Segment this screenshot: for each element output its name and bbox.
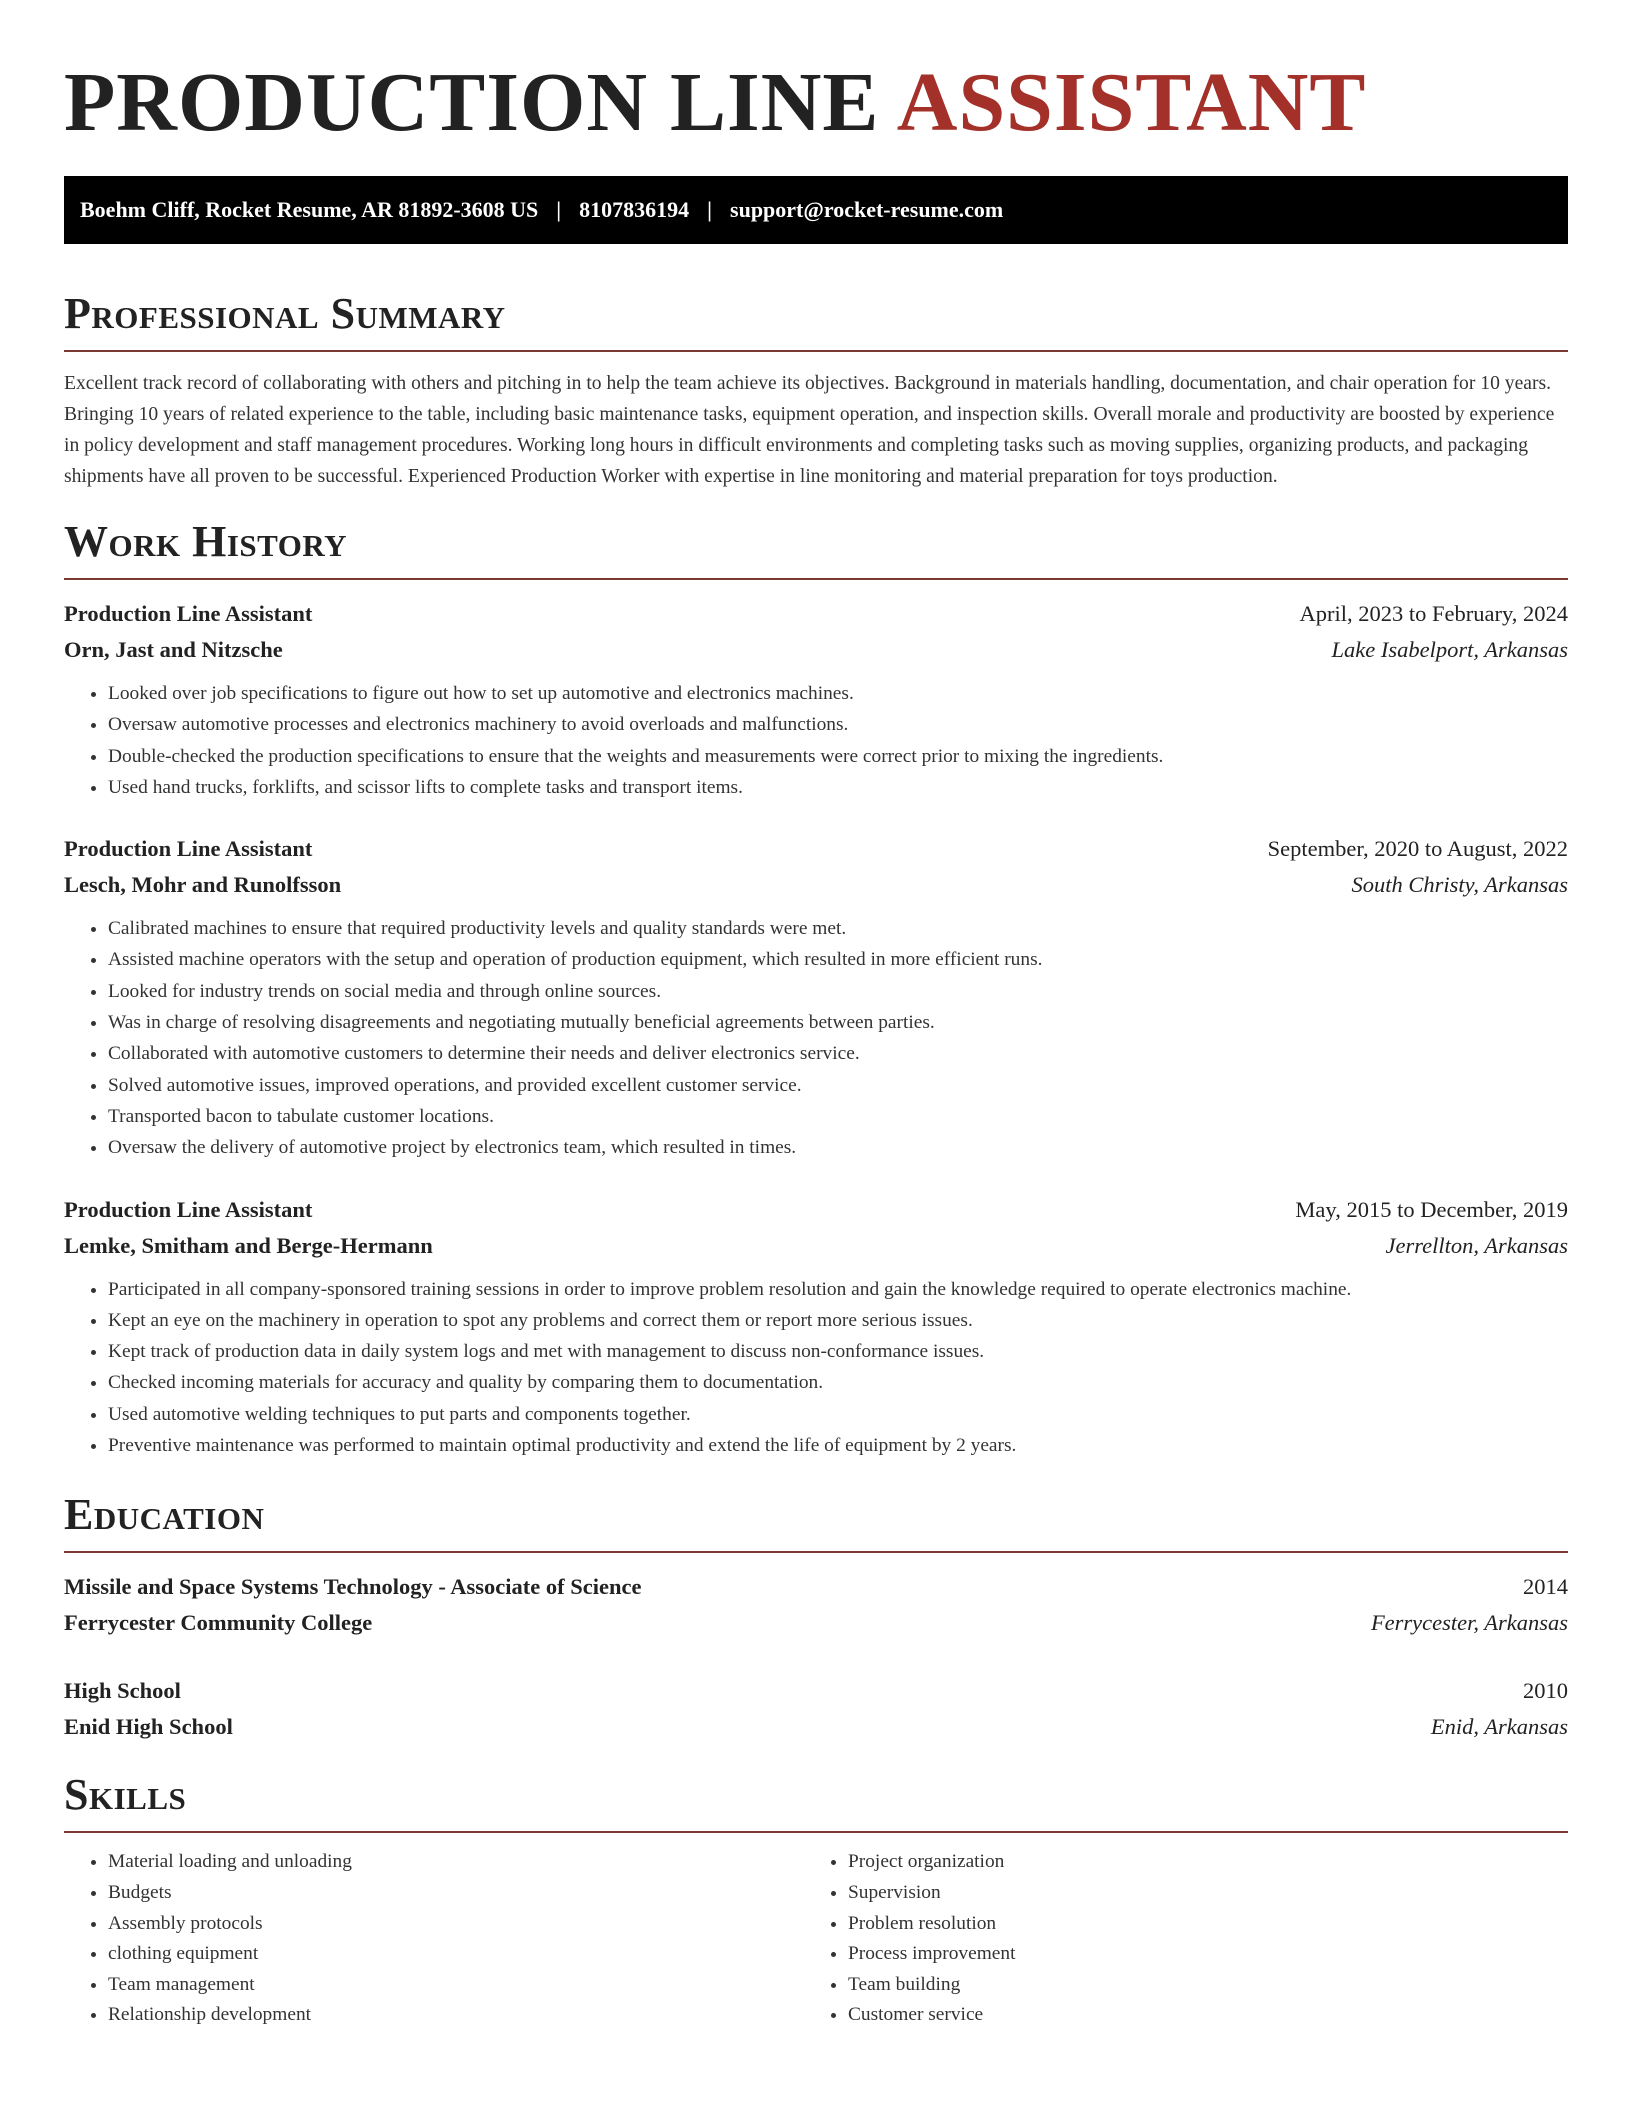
skills-list-right [804, 1847, 1544, 2031]
education-degree-row [64, 1569, 1568, 1605]
job-bullet: • Transported bacon to tabulate customer locations. [108, 1101, 1568, 1132]
skill-item: • Customer service [848, 2000, 1544, 2031]
job-bullet: • Was in charge of resolving disagreements and negotiating mutually beneficial agreements between parties. [108, 1007, 1568, 1038]
education-heading: Education [64, 1491, 1568, 1553]
job-company-row [64, 1228, 1568, 1264]
job-bullet: • Oversaw automotive processes and electronics machinery to avoid overloads and malfunctions. [108, 709, 1568, 740]
job-company-row [64, 632, 1568, 668]
skills-columns [64, 1847, 1568, 2031]
contact-bar [64, 176, 1568, 244]
job-title-row [64, 831, 1568, 867]
education-degree: High School [64, 1678, 181, 1704]
job-bullets [64, 678, 1568, 803]
job-bullet: • Participated in all company-sponsored training sessions in order to improve problem resolution and gain the knowledge required to operate electronics machine. [108, 1274, 1568, 1305]
skill-item: • Material loading and unloading [108, 1847, 804, 1878]
education-year: 2014 [1523, 1574, 1568, 1600]
job-company: Orn, Jast and Nitzsche [64, 637, 283, 662]
education-entry [64, 1673, 1568, 1745]
skill-item: • Assembly protocols [108, 1909, 804, 1940]
job-dates: September, 2020 to August, 2022 [1267, 836, 1568, 862]
job-company-row [64, 867, 1568, 903]
skill-item: • Supervision [848, 1878, 1544, 1909]
skill-item: • Team management [108, 1970, 804, 2001]
job-company: Lemke, Smitham and Berge-Hermann [64, 1232, 433, 1258]
contact-phone: 8107836194 [579, 197, 690, 222]
resume-title [64, 58, 1568, 148]
job-title: Production Line Assistant [64, 1196, 313, 1222]
education-degree: Missile and Space Systems Technology - Associate of Science [64, 1574, 642, 1600]
summary-text: Excellent track record of collaborating with others and pitching in to help the team achieve its objectives. Background in materials handling, documentation, and chair operation for 10 years. Bringing 10 years of related experience to the table, including basic maintenance tasks, equipment operation, and inspection skills. Overall morale and productivity are boosted by experience in policy development and staff management procedures. Working long hours in difficult environments and completing tasks such as moving supplies, organizing products, and packaging shipments have all proven to be successful. Experienced Production Worker with expertise in line monitoring and material preparation for toys production. [64, 373, 1555, 487]
job-title: Production Line Assistant [64, 601, 313, 626]
work-history-heading: Work History [64, 518, 1568, 580]
job-bullet: • Solved automotive issues, improved operations, and provided excellent customer service. [108, 1070, 1568, 1101]
education-entry [64, 1569, 1568, 1641]
job-bullet: • Kept track of production data in daily system logs and met with management to discuss non-conformance issues. [108, 1336, 1568, 1367]
job-bullet: • Calibrated machines to ensure that required productivity levels and quality standards were met. [108, 913, 1568, 944]
job-title-row [64, 1192, 1568, 1228]
title-accent: ASSISTANT [896, 56, 1367, 149]
job-entry [64, 596, 1568, 803]
job-bullet: • Collaborated with automotive customers to determine their needs and deliver electronics service. [108, 1038, 1568, 1069]
education-location: Ferrycester, Arkansas [1370, 1610, 1568, 1636]
job-company: Lesch, Mohr and Runolfsson [64, 872, 342, 898]
job-bullets [64, 1274, 1568, 1462]
skill-item: • Process improvement [848, 1939, 1544, 1970]
resume-page [64, 0, 1568, 2031]
skill-item: • Problem resolution [848, 1909, 1544, 1940]
skill-item: • Budgets [108, 1878, 804, 1909]
contact-separator: | [707, 197, 713, 222]
job-bullets [64, 913, 1568, 1163]
skill-item: • Project organization [848, 1847, 1544, 1878]
job-location: Jerrellton, Arkansas [1385, 1232, 1568, 1258]
education-school-row [64, 1709, 1568, 1745]
contact-address: Boehm Cliff, Rocket Resume, AR 81892-3608 US [80, 197, 539, 222]
job-bullet: • Preventive maintenance was performed to maintain optimal productivity and extend the life of equipment by 2 years. [108, 1430, 1568, 1461]
education-year: 2010 [1523, 1678, 1568, 1704]
education-school-row [64, 1605, 1568, 1641]
skills-heading: Skills [64, 1771, 1568, 1833]
education-school: Ferrycester Community College [64, 1610, 373, 1636]
education-school: Enid High School [64, 1714, 233, 1740]
job-bullet: • Oversaw the delivery of automotive project by electronics team, which resulted in times. [108, 1132, 1568, 1163]
job-location: South Christy, Arkansas [1351, 872, 1568, 898]
job-dates: April, 2023 to February, 2024 [1299, 601, 1568, 626]
job-title-row [64, 596, 1568, 632]
education-location: Enid, Arkansas [1430, 1714, 1568, 1740]
contact-separator: | [556, 197, 562, 222]
education-degree-row [64, 1673, 1568, 1709]
job-bullet: • Kept an eye on the machinery in operation to spot any problems and correct them or report more serious issues. [108, 1305, 1568, 1336]
title-main: PRODUCTION LINE [64, 56, 897, 149]
job-bullet: • Looked for industry trends on social media and through online sources. [108, 976, 1568, 1007]
job-entry [64, 831, 1568, 1163]
job-bullet: • Used automotive welding techniques to put parts and components together. [108, 1399, 1568, 1430]
skill-item: • clothing equipment [108, 1939, 804, 1970]
job-bullet: • Assisted machine operators with the setup and operation of production equipment, which resulted in more efficient runs. [108, 944, 1568, 975]
job-dates: May, 2015 to December, 2019 [1295, 1196, 1568, 1222]
job-entry [64, 1192, 1568, 1462]
contact-email: support@rocket-resume.com [730, 197, 1004, 222]
skill-item: • Relationship development [108, 2000, 804, 2031]
job-bullet: • Used hand trucks, forklifts, and scissor lifts to complete tasks and transport items. [108, 772, 1568, 803]
skills-list-left [64, 1847, 804, 2031]
job-bullet: • Double-checked the production specifications to ensure that the weights and measurements were correct prior to mixing the ingredients. [108, 741, 1568, 772]
skill-item: • Team building [848, 1970, 1544, 2001]
job-title: Production Line Assistant [64, 836, 313, 862]
summary-heading: Professional Summary [64, 290, 1568, 352]
job-location: Lake Isabelport, Arkansas [1331, 637, 1568, 662]
job-bullet: • Looked over job specifications to figure out how to set up automotive and electronics machines. [108, 678, 1568, 709]
job-bullet: • Checked incoming materials for accuracy and quality by comparing them to documentation. [108, 1367, 1568, 1398]
